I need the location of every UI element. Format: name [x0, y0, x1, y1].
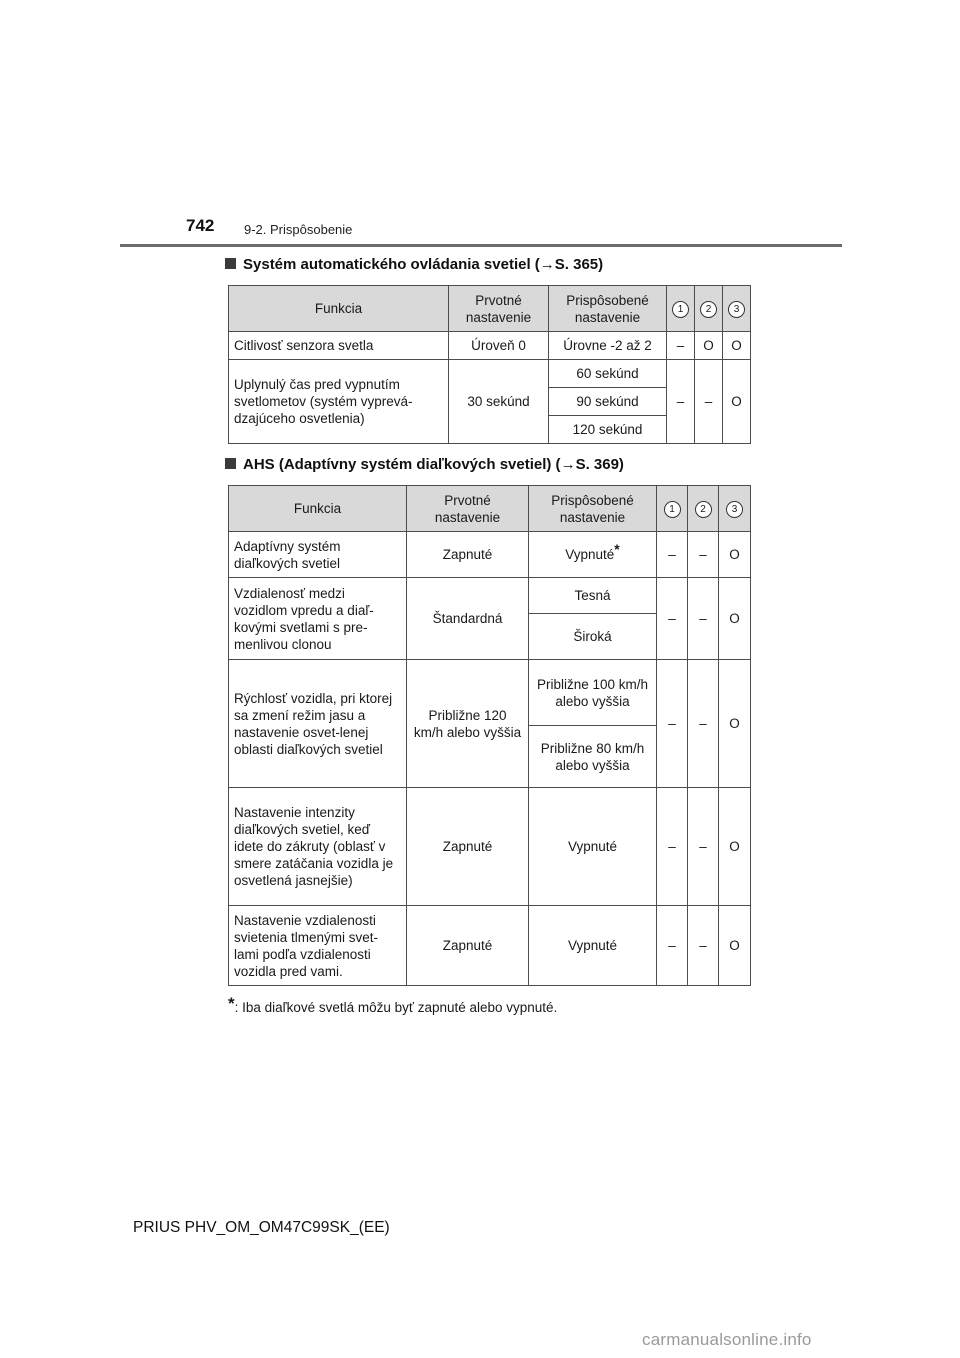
cell-col-3: O [723, 332, 751, 360]
header-col-1 [657, 486, 688, 532]
header-funkcia: Funkcia [229, 286, 449, 332]
cell-col-3: O [719, 788, 751, 906]
cell-funkcia: Citlivosť senzora svetla [229, 332, 449, 360]
cell-col-1: – [667, 360, 695, 444]
cell-prisposobene: Vypnuté [529, 906, 657, 986]
footnote [228, 994, 557, 1015]
cell-prvotne: Približne 120 km/h alebo vyššia [407, 660, 529, 788]
arrow-icon: → [560, 456, 576, 473]
cell-col-2: – [695, 360, 723, 444]
watermark: carmanualsonline.info [642, 1330, 812, 1349]
header-col-3 [719, 486, 751, 532]
cell-prisposobene: Úrovne -2 až 2 [549, 332, 667, 360]
cell-option: 90 sekúnd [549, 388, 667, 416]
cell-prvotne: Štandardná [407, 578, 529, 660]
cell-col-1: – [667, 332, 695, 360]
cell-prvotne: Zapnuté [407, 788, 529, 906]
section-heading-ahs [225, 456, 624, 473]
table-header-row [229, 286, 751, 332]
table-row [229, 660, 751, 726]
section-breadcrumb: 9-2. Prispôsobenie [244, 222, 353, 237]
cell-funkcia: Rýchlosť vozidla, pri ktorej sa zmení režim jasu a nastavenie osvet-lenej oblasti diaľkových svetiel [229, 660, 407, 788]
cell-col-2: – [688, 578, 719, 660]
cell-option: Tesná [529, 578, 657, 614]
cell-col-1: – [657, 906, 688, 986]
cell-col-2: O [695, 332, 723, 360]
circled-2-icon: 2 [700, 301, 717, 318]
cell-col-2: – [688, 532, 719, 578]
cell-prisposobene-text: Vypnuté [565, 547, 615, 562]
cell-col-1: – [657, 578, 688, 660]
cell-col-2: – [688, 660, 719, 788]
header-prvotne: Prvotné nastavenie [407, 486, 529, 532]
cell-col-3: O [723, 360, 751, 444]
cell-funkcia: Uplynulý čas pred vypnutím svetlometov (systém vyprevá-dzajúceho osvetlenia) [229, 360, 449, 444]
header-prisposobene: Prispôsobené nastavenie [529, 486, 657, 532]
cell-col-3: O [719, 578, 751, 660]
cell-col-3: O [719, 532, 751, 578]
page-reference-link[interactable]: S. 369) [575, 456, 624, 473]
cell-prisposobene: Vypnuté [529, 788, 657, 906]
cell-col-2: – [688, 906, 719, 986]
header-col-3 [723, 286, 751, 332]
cell-prvotne: Zapnuté [407, 906, 529, 986]
asterisk-icon: * [228, 994, 235, 1013]
header-col-1 [667, 286, 695, 332]
cell-col-3: O [719, 660, 751, 788]
table-row [229, 332, 751, 360]
section-heading-auto-light [225, 256, 603, 273]
cell-prvotne: 30 sekúnd [449, 360, 549, 444]
circled-1-icon: 1 [672, 301, 689, 318]
cell-col-1: – [657, 660, 688, 788]
circled-2-icon: 2 [695, 501, 712, 518]
circled-3-icon: 3 [726, 501, 743, 518]
arrow-icon: → [539, 256, 555, 273]
header-prisposobene: Prispôsobené nastavenie [549, 286, 667, 332]
heading-text: AHS (Adaptívny systém diaľkových svetiel) ( [243, 456, 561, 473]
header-funkcia: Funkcia [229, 486, 407, 532]
asterisk-footnote-marker: * [614, 541, 620, 557]
ahs-settings-table [228, 485, 751, 986]
header-col-2 [688, 486, 719, 532]
cell-col-1: – [657, 532, 688, 578]
cell-funkcia: Nastavenie vzdialenosti svietenia tlmenými svet-lami podľa vzdialenosti vozidla pred vami. [229, 906, 407, 986]
circled-1-icon: 1 [664, 501, 681, 518]
cell-prisposobene [529, 532, 657, 578]
heading-text: Systém automatického ovládania svetiel ( [243, 256, 540, 273]
cell-funkcia: Vzdialenosť medzi vozidlom vpredu a diaľ-kovými svetlami s pre-menlivou clonou [229, 578, 407, 660]
table-row [229, 360, 751, 388]
table-row [229, 788, 751, 906]
table-row [229, 578, 751, 614]
table-header-row [229, 486, 751, 532]
cell-prvotne: Zapnuté [407, 532, 529, 578]
cell-col-1: – [657, 788, 688, 906]
auto-light-settings-table [228, 285, 751, 444]
header-prvotne: Prvotné nastavenie [449, 286, 549, 332]
header-divider [120, 244, 842, 247]
cell-prvotne: Úroveň 0 [449, 332, 549, 360]
footnote-text: : Iba diaľkové svetlá môžu byť zapnuté alebo vypnuté. [234, 1000, 558, 1015]
table-row [229, 906, 751, 986]
circled-3-icon: 3 [728, 301, 745, 318]
cell-option: Približne 80 km/h alebo vyššia [529, 726, 657, 788]
cell-option: Približne 100 km/h alebo vyššia [529, 660, 657, 726]
page-reference-link[interactable]: S. 365) [554, 256, 604, 273]
manual-code: PRIUS PHV_OM_OM47C99SK_(EE) [133, 1219, 390, 1236]
cell-funkcia: Adaptívny systém diaľkových svetiel [229, 532, 407, 578]
cell-col-2: – [688, 788, 719, 906]
header-col-2 [695, 286, 723, 332]
cell-col-3: O [719, 906, 751, 986]
cell-option: Široká [529, 614, 657, 660]
square-bullet-icon [225, 258, 236, 269]
cell-option: 120 sekúnd [549, 416, 667, 444]
page-number: 742 [186, 216, 215, 235]
table-row [229, 532, 751, 578]
square-bullet-icon [225, 458, 236, 469]
cell-option: 60 sekúnd [549, 360, 667, 388]
cell-funkcia: Nastavenie intenzity diaľkových svetiel, keď idete do zákruty (oblasť v smere zatáčania vozidla je osvetlená jasnejšie) [229, 788, 407, 906]
